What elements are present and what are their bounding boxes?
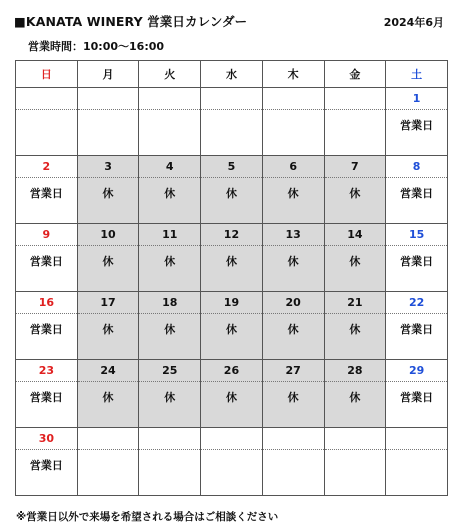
status-open: 営業日 <box>386 110 448 156</box>
status-open: 営業日 <box>386 314 448 360</box>
weekday-tuesday: 火 <box>139 61 201 88</box>
day-number: 20 <box>262 292 324 314</box>
status-open <box>201 450 263 496</box>
status-open <box>262 450 324 496</box>
status-closed: 休 <box>262 178 324 224</box>
day-number <box>77 88 139 110</box>
day-number: 13 <box>262 224 324 246</box>
status-closed: 休 <box>77 314 139 360</box>
day-number: 10 <box>77 224 139 246</box>
status-open <box>386 450 448 496</box>
status-closed: 休 <box>262 382 324 428</box>
week-number-row <box>16 224 448 246</box>
status-closed: 休 <box>324 382 386 428</box>
week-number-row <box>16 156 448 178</box>
day-number: 1 <box>386 88 448 110</box>
week-status-row <box>16 178 448 224</box>
status-closed: 休 <box>201 246 263 292</box>
week-number-row <box>16 292 448 314</box>
day-number <box>139 428 201 450</box>
weekday-monday: 月 <box>77 61 139 88</box>
week-status-row <box>16 382 448 428</box>
day-number: 5 <box>201 156 263 178</box>
calendar-month: 2024年6月 <box>383 16 444 29</box>
day-number: 2 <box>16 156 78 178</box>
day-number <box>386 428 448 450</box>
status-closed: 休 <box>77 382 139 428</box>
day-number: 3 <box>77 156 139 178</box>
status-closed: 休 <box>139 382 201 428</box>
day-number <box>201 88 263 110</box>
day-number <box>201 428 263 450</box>
day-number: 28 <box>324 360 386 382</box>
day-number <box>77 428 139 450</box>
day-number: 29 <box>386 360 448 382</box>
status-closed: 休 <box>201 178 263 224</box>
status-closed: 休 <box>139 178 201 224</box>
status-closed: 休 <box>139 246 201 292</box>
day-number: 25 <box>139 360 201 382</box>
business-hours: 営業時間：10:00〜16:00 <box>28 40 165 53</box>
weekday-header-row <box>16 61 448 88</box>
status-open <box>324 110 386 156</box>
status-closed: 休 <box>77 246 139 292</box>
status-open <box>77 110 139 156</box>
day-number <box>16 88 78 110</box>
status-open <box>16 110 78 156</box>
status-open <box>324 450 386 496</box>
status-open <box>77 450 139 496</box>
footnote: ※営業日以外で来場を希望される場合はご相談ください <box>16 511 279 523</box>
status-closed: 休 <box>77 178 139 224</box>
week-number-row <box>16 428 448 450</box>
status-closed: 休 <box>324 246 386 292</box>
status-closed: 休 <box>262 314 324 360</box>
day-number <box>262 428 324 450</box>
status-open: 営業日 <box>386 382 448 428</box>
status-open: 営業日 <box>16 314 78 360</box>
status-open: 営業日 <box>16 246 78 292</box>
day-number <box>324 88 386 110</box>
day-number: 30 <box>16 428 78 450</box>
day-number: 16 <box>16 292 78 314</box>
weekday-wednesday: 水 <box>201 61 263 88</box>
status-closed: 休 <box>324 314 386 360</box>
day-number <box>324 428 386 450</box>
day-number: 22 <box>386 292 448 314</box>
week-number-row <box>16 360 448 382</box>
status-open: 営業日 <box>16 178 78 224</box>
status-closed: 休 <box>139 314 201 360</box>
status-closed: 休 <box>324 178 386 224</box>
status-open: 営業日 <box>386 246 448 292</box>
day-number: 7 <box>324 156 386 178</box>
day-number: 4 <box>139 156 201 178</box>
status-open <box>262 110 324 156</box>
week-status-row <box>16 246 448 292</box>
day-number: 9 <box>16 224 78 246</box>
status-open: 営業日 <box>386 178 448 224</box>
day-number: 19 <box>201 292 263 314</box>
day-number: 14 <box>324 224 386 246</box>
day-number <box>139 88 201 110</box>
status-closed: 休 <box>262 246 324 292</box>
day-number: 23 <box>16 360 78 382</box>
status-closed: 休 <box>201 382 263 428</box>
day-number: 26 <box>201 360 263 382</box>
day-number: 21 <box>324 292 386 314</box>
weekday-friday: 金 <box>324 61 386 88</box>
status-open <box>201 110 263 156</box>
status-open <box>139 450 201 496</box>
status-open: 営業日 <box>16 382 78 428</box>
day-number: 8 <box>386 156 448 178</box>
status-closed: 休 <box>201 314 263 360</box>
status-open <box>139 110 201 156</box>
day-number: 17 <box>77 292 139 314</box>
status-open: 営業日 <box>16 450 78 496</box>
week-status-row <box>16 314 448 360</box>
day-number: 24 <box>77 360 139 382</box>
day-number: 27 <box>262 360 324 382</box>
day-number: 18 <box>139 292 201 314</box>
week-status-row <box>16 110 448 156</box>
weekday-saturday: 土 <box>386 61 448 88</box>
weekday-sunday: 日 <box>16 61 78 88</box>
calendar-body <box>16 88 448 496</box>
page-title: ■KANATA WINERY 営業日カレンダー <box>14 14 248 29</box>
week-number-row <box>16 88 448 110</box>
day-number: 11 <box>139 224 201 246</box>
day-number: 12 <box>201 224 263 246</box>
day-number: 15 <box>386 224 448 246</box>
day-number <box>262 88 324 110</box>
weekday-thursday: 木 <box>262 61 324 88</box>
calendar-table <box>15 60 448 496</box>
day-number: 6 <box>262 156 324 178</box>
week-status-row <box>16 450 448 496</box>
